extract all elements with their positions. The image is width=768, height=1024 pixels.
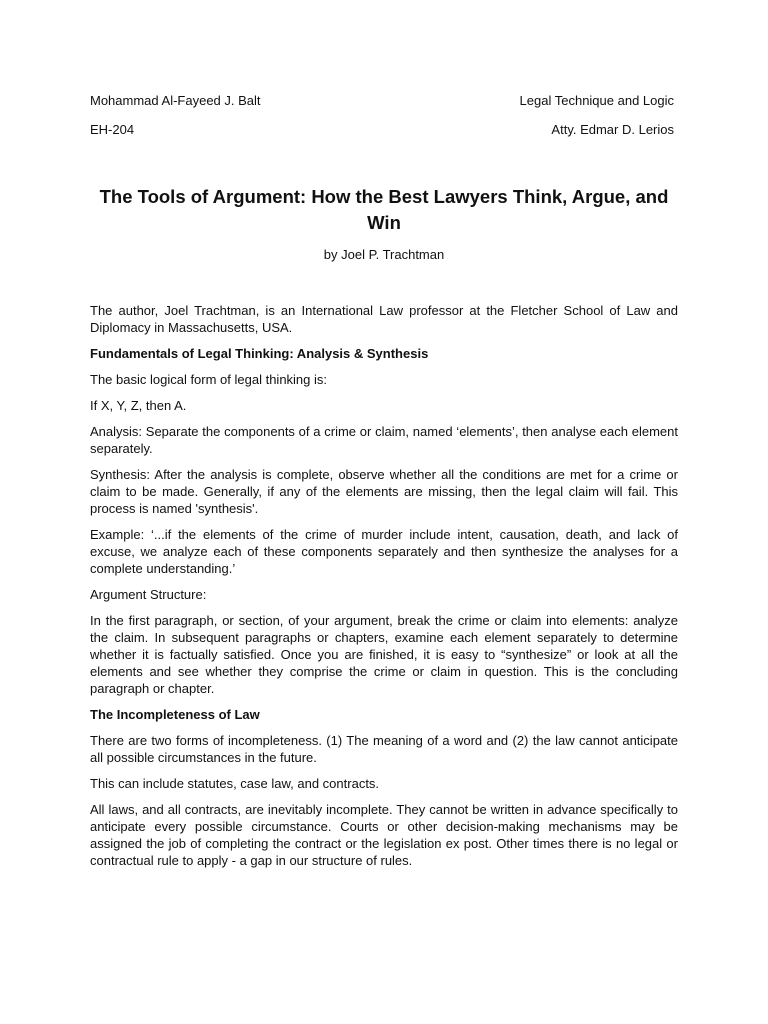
paragraph-synthesis: Synthesis: After the analysis is complete, observe whether all the conditions are met for a crime or claim to be made. Generally, if any of the elements are missing, then the legal claim will fail. This process is named 'synthesis'.: [90, 467, 678, 516]
paragraph-two-forms: There are two forms of incompleteness. (1) The meaning of a word and (2) the law cannot anticipate all possible circumstances in the future.: [90, 733, 678, 765]
course-name: Legal Technique and Logic: [519, 93, 674, 108]
intro-paragraph: The author, Joel Trachtman, is an International Law professor at the Fletcher School of Law and Diplomacy in Massachusetts, USA.: [90, 303, 678, 335]
byline: by Joel P. Trachtman: [323, 247, 445, 262]
instructor-name: Atty. Edmar D. Lerios: [551, 122, 674, 137]
paragraph-analysis: Analysis: Separate the components of a crime or claim, named ‘elements’, then analyse each element separately.: [90, 424, 678, 456]
paragraph-statutes: This can include statutes, case law, and contracts.: [90, 776, 380, 791]
paragraph-example: Example: ‘...if the elements of the crime of murder include intent, causation, death, and lack of excuse, we analyze each of these components separately and then synthesize the analyses for a complete understanding.’: [90, 527, 678, 576]
section-heading-fundamentals: Fundamentals of Legal Thinking: Analysis & Synthesis: [90, 346, 429, 361]
section-heading-incompleteness: The Incompleteness of Law: [90, 707, 260, 722]
paragraph-logical-form: The basic logical form of legal thinking is:: [90, 372, 328, 387]
author-name: Mohammad Al-Fayeed J. Balt: [90, 93, 261, 108]
header-row-top: [90, 93, 674, 109]
header-row-bottom: [90, 122, 674, 138]
paragraph-argument-structure: In the first paragraph, or section, of your argument, break the crime or claim into elements: analyze the claim. In subsequent paragraphs or chapters, examine each element separately to determine whether it is factually satisfied. Once you are finished, it is easy to “synthesize” or look at all the elements and see whether they comprise the crime or claim in question. This is the concluding paragraph or chapter.: [90, 613, 678, 696]
paragraph-argument-structure-label: Argument Structure:: [90, 587, 207, 602]
paragraph-formula: If X, Y, Z, then A.: [90, 398, 187, 413]
document-title: The Tools of Argument: How the Best Lawyers Think, Argue, and Win: [99, 186, 669, 233]
paragraph-incomplete-laws: All laws, and all contracts, are inevitably incomplete. They cannot be written in advance specifically to anticipate every possible circumstance. Courts or other decision-making mechanisms may be assigned the job of completing the contract or the legislation ex post. Other times there is no legal or contractual rule to apply - a gap in our structure of rules.: [90, 802, 678, 868]
document-body: [90, 302, 678, 878]
section-code: EH-204: [90, 122, 135, 137]
